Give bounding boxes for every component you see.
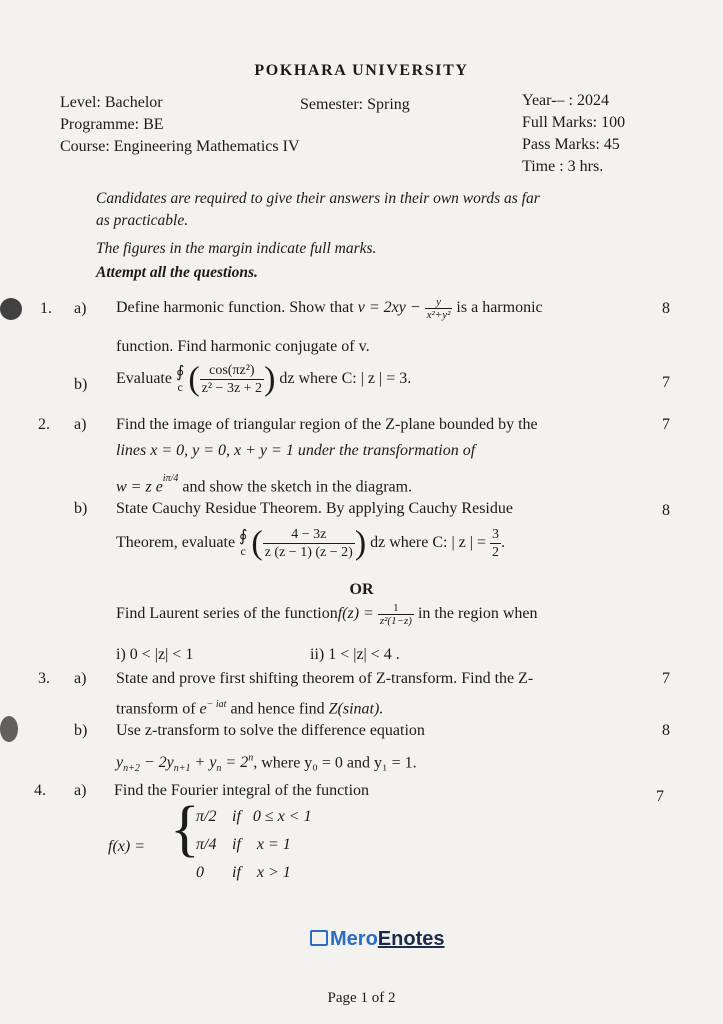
question-part-label: a) — [74, 300, 87, 317]
q2alt-intro: Find Laurent series of the function — [116, 605, 338, 623]
marks: 7 — [662, 670, 670, 687]
fraction-numerator: cos(πz²) — [200, 362, 264, 380]
pass-marks: Pass Marks: 45 — [522, 136, 620, 153]
q2alt-tail: in the region when — [417, 605, 538, 623]
fraction-numerator: 4 − 3z — [263, 526, 355, 544]
time: Time : 3 hrs. — [522, 158, 604, 175]
or-separator: OR — [349, 581, 374, 598]
q3a-expression: e — [199, 700, 207, 718]
ink-stain — [0, 298, 22, 320]
fraction-denominator: 2 — [491, 545, 499, 560]
q2b-fraction — [263, 526, 355, 561]
piecewise-function-label: f(x) = — [108, 838, 145, 855]
page-number: Page 1 of 2 — [327, 990, 396, 1006]
eq-var: y — [116, 754, 124, 772]
q2a-exponent: iπ/4 — [162, 473, 179, 484]
q3b-conditions: where y₀ = 0 and y₁ = 1. — [261, 754, 417, 772]
q3a-mid: and hence find — [230, 700, 325, 718]
paren-close: ) — [354, 524, 367, 562]
q1b-intro: Evaluate — [116, 370, 172, 388]
marks: 8 — [662, 502, 670, 519]
piece-condition: if x = 1 — [232, 836, 291, 853]
fraction-denominator: z² − 3z + 2 — [201, 381, 263, 396]
marks: 8 — [662, 722, 670, 739]
question-number: 4. — [34, 782, 46, 799]
instruction-line: The figures in the margin indicate full marks. — [96, 240, 377, 257]
region-ii: ii) 1 < |z| < 4 . — [310, 646, 400, 663]
fraction-numerator: y — [425, 296, 453, 309]
question-2b-line1: State Cauchy Residue Theorem. By applying Cauchy Residue — [116, 500, 513, 517]
ink-stain — [0, 716, 18, 742]
marks: 8 — [662, 300, 670, 317]
instruction-line: as practicable. — [96, 212, 189, 229]
meroenotes-logo — [310, 928, 444, 951]
question-number: 3. — [38, 670, 50, 687]
question-1b-text — [116, 362, 411, 397]
question-part-label: b) — [74, 376, 88, 393]
question-1a-text — [116, 296, 543, 321]
question-3b-line2 — [116, 748, 417, 781]
marks: 7 — [656, 788, 664, 805]
piece-condition: if 0 ≤ x < 1 — [232, 808, 312, 825]
question-part-label: b) — [74, 500, 88, 517]
q1b-fraction — [200, 362, 264, 397]
eq-var: y — [166, 754, 174, 772]
piece-condition: if x > 1 — [232, 864, 291, 881]
paren-open: ( — [188, 360, 200, 398]
question-2b-alt-line1 — [116, 602, 537, 627]
q2a-expression: w = z e — [116, 478, 163, 496]
q2a-tail: and show the sketch in the diagram. — [182, 478, 413, 496]
q3a-intro: transform of — [116, 700, 196, 718]
region-i: i) 0 < |z| < 1 — [116, 646, 194, 663]
piece-value: π/2 — [196, 808, 217, 825]
programme: Programme: BE — [60, 116, 164, 133]
contour-integral-icon: ∮ c — [239, 527, 248, 558]
full-marks: Full Marks: 100 — [522, 114, 626, 131]
question-2a-line1: Find the image of triangular region of the Z-plane bounded by the — [116, 416, 538, 433]
question-3a-line2 — [116, 694, 383, 720]
level: Level: Bachelor — [60, 94, 163, 111]
marks: 7 — [662, 416, 670, 433]
q2alt-fraction — [378, 602, 414, 627]
piece-value: 0 — [196, 864, 204, 881]
university-name: POKHARA UNIVERSITY — [254, 62, 469, 79]
q1b-tail: dz where C: | z | = 3. — [279, 370, 412, 388]
question-2a-line2: lines x = 0, y = 0, x + y = 1 under the transformation of — [116, 442, 476, 459]
paren-close: ) — [264, 360, 276, 398]
instruction-line: Candidates are required to give their answers in their own words as far — [96, 190, 540, 207]
question-2b-line2: Theorem, evaluate ∮ c ( $\frac{4 - 3z}{z (z - 1) (z - 2)}$ ) dz where C: | z | = $\frac{3}{2}$ . — [116, 524, 505, 562]
question-3a-line1: State and prove first shifting theorem of Z-transform. Find the Z- — [116, 670, 534, 687]
q3a-exponent: − iat — [206, 699, 227, 710]
logo-part-2: Enotes — [377, 928, 445, 950]
question-number: 2. — [38, 416, 50, 433]
question-1a-line2: function. Find harmonic conjugate of v. — [116, 338, 370, 355]
question-number: 1. — [40, 300, 52, 317]
year: Year-– : 2024 — [522, 92, 609, 109]
radius-fraction — [490, 526, 501, 561]
question-part-label: b) — [74, 722, 88, 739]
question-3b-line1: Use z-transform to solve the difference equation — [116, 722, 425, 739]
piece-value: π/4 — [196, 836, 217, 853]
fraction-numerator: 3 — [491, 527, 499, 542]
instruction-line: Attempt all the questions. — [96, 264, 258, 281]
contour-integral-icon: ∮ c — [175, 363, 185, 394]
fraction-denominator: z (z − 1) (z − 2) — [264, 545, 353, 560]
logo-part-1: Mero — [330, 928, 378, 950]
q2b-tail: dz where C: | z | = — [370, 534, 486, 552]
q1a-intro: Define harmonic function. Show that — [116, 299, 354, 317]
book-icon — [310, 930, 328, 946]
q3a-target: Z(sinat). — [328, 700, 384, 718]
q2b-intro: Theorem, evaluate — [116, 534, 236, 552]
question-part-label: a) — [74, 670, 87, 687]
question-2a-line3 — [116, 472, 412, 498]
q2alt-function: f(z) = — [337, 605, 374, 623]
question-part-label: a) — [74, 782, 87, 799]
marks: 7 — [662, 374, 670, 391]
fraction-numerator: 1 — [378, 602, 414, 615]
difference-equation: $y_{n+2} - 2y_{n+1} + y_n = 2^n$, — [116, 753, 258, 775]
eq-var: y — [209, 754, 217, 772]
fraction-denominator: x²+y² — [426, 309, 451, 321]
piecewise-brace: { — [170, 795, 200, 863]
q1a-expression: v = 2xy − — [357, 299, 421, 317]
question-4a-line1: Find the Fourier integral of the function — [114, 782, 370, 799]
course: Course: Engineering Mathematics IV — [60, 138, 300, 155]
q1a-fraction — [425, 296, 453, 321]
question-part-label: a) — [74, 416, 87, 433]
paren-open: ( — [251, 524, 263, 562]
q1a-tail: is a harmonic — [456, 299, 543, 317]
fraction-denominator: z²(1−z) — [379, 615, 412, 627]
semester: Semester: Spring — [300, 96, 410, 113]
